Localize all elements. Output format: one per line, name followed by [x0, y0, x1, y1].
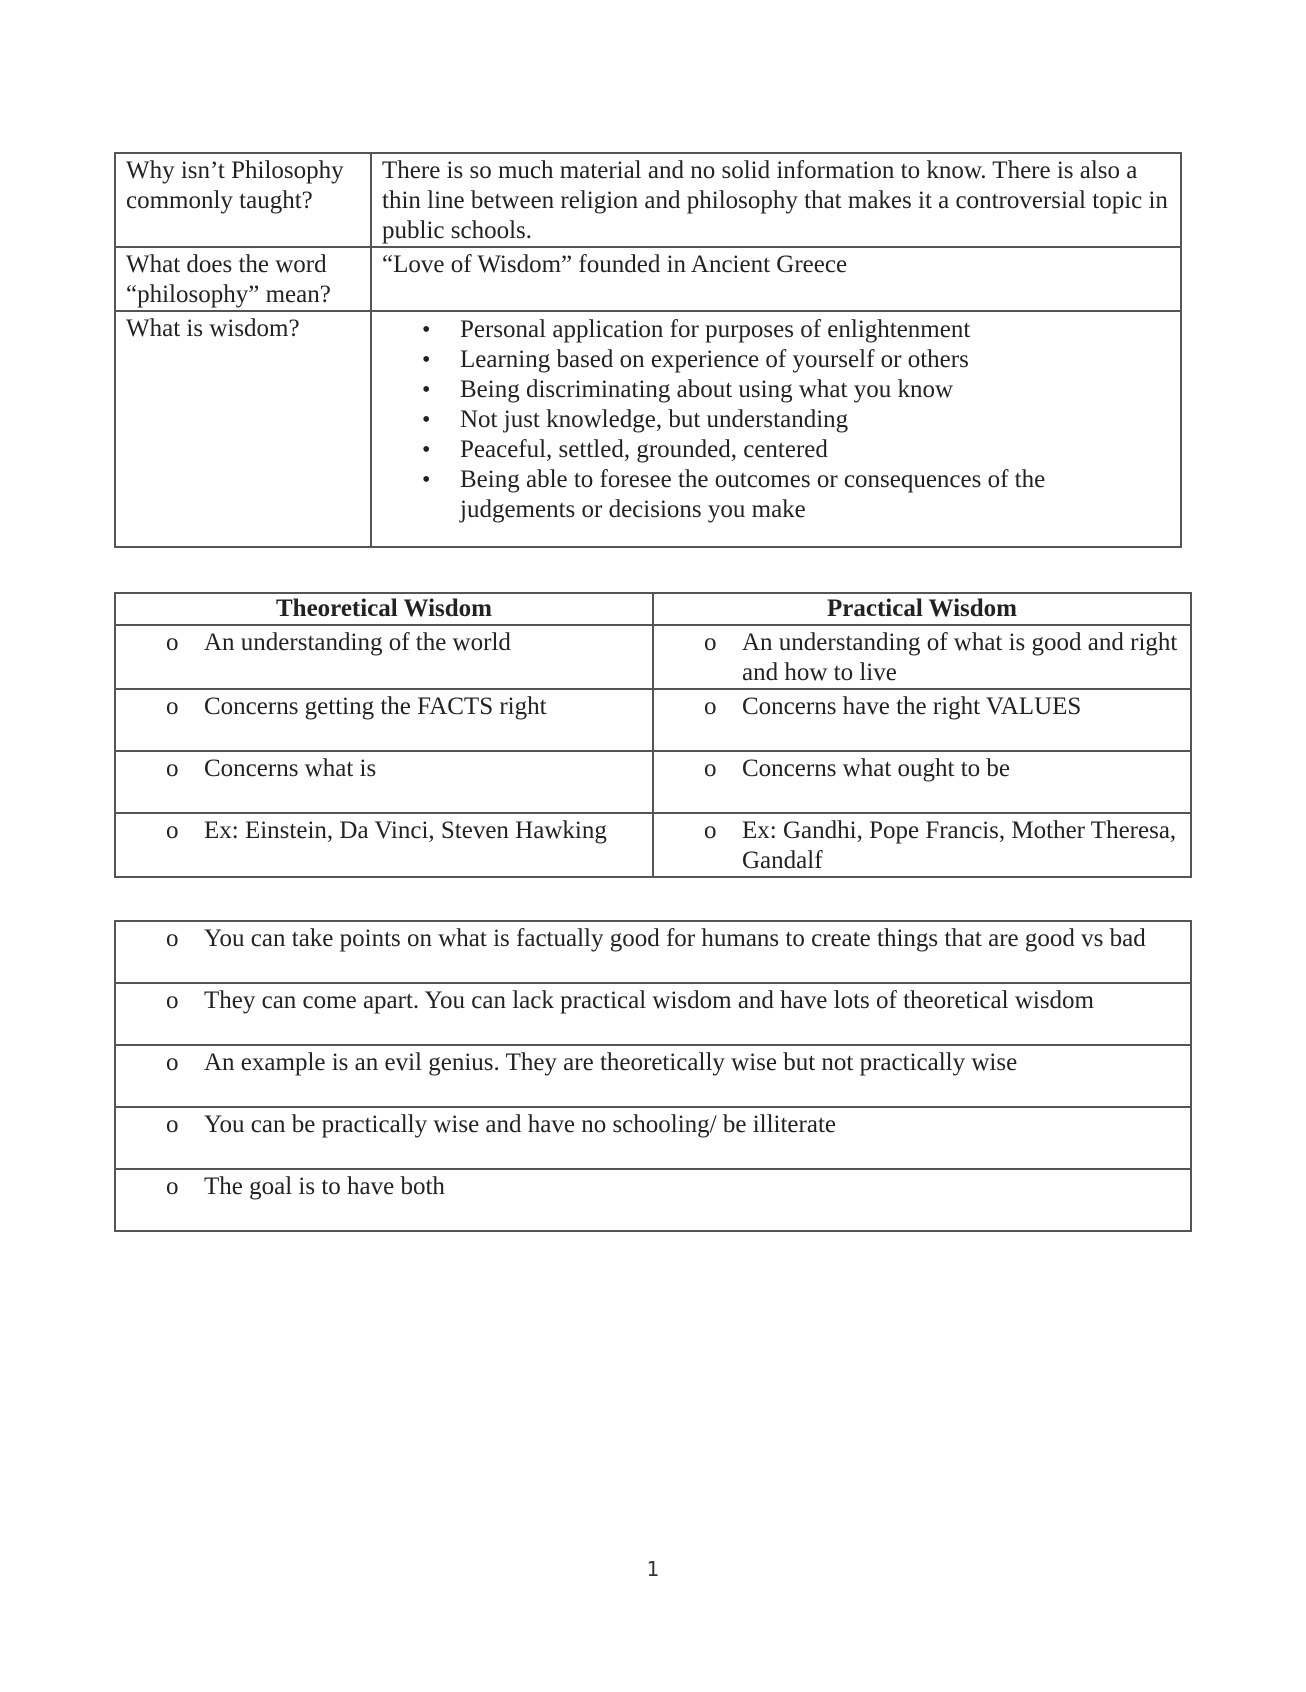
cell-text: An understanding of the world [204, 629, 511, 656]
table-cell [115, 625, 653, 689]
answer-cell [371, 311, 1181, 547]
table-row [115, 1045, 1191, 1107]
table-cell [653, 689, 1191, 751]
circle-bullet-icon: o [166, 1173, 179, 1200]
table-cell [115, 983, 1191, 1045]
circle-bullet-icon: o [704, 755, 717, 782]
list-item: • Peaceful, settled, grounded, centered [422, 435, 1170, 465]
circle-bullet-icon: o [166, 693, 179, 720]
table-row [115, 311, 1181, 547]
answer-cell: There is so much material and no solid information to know. There is also a thin line between religion and philosophy that makes it a controversial topic in public schools. [371, 153, 1181, 247]
table-cell [115, 1045, 1191, 1107]
wisdom-bullet-list [382, 314, 1170, 525]
cell-text: Concerns have the right VALUES [742, 693, 1082, 720]
question-cell: What is wisdom? [115, 311, 371, 547]
cell-text: Concerns what ought to be [742, 755, 1011, 782]
page-number: 1 [646, 1557, 660, 1581]
table-row [115, 689, 1191, 751]
table-row [115, 247, 1181, 311]
table-cell [115, 751, 653, 813]
cell-text: The goal is to have both [204, 1173, 445, 1200]
cell-text: An understanding of what is good and right and how to live [742, 629, 1178, 686]
table-row [115, 813, 1191, 877]
notes-table [114, 920, 1192, 1232]
circle-bullet-icon: o [166, 987, 179, 1014]
practical-wisdom-header: Practical Wisdom [653, 593, 1191, 625]
cell-text: You can take points on what is factually good for humans to create things that are good vs bad [204, 925, 1146, 952]
table-cell [115, 689, 653, 751]
table-cell [653, 625, 1191, 689]
cell-text: Concerns getting the FACTS right [204, 693, 547, 720]
list-item: • Being discriminating about using what you know [422, 375, 1170, 405]
list-item: • Personal application for purposes of enlightenment [422, 315, 1170, 345]
list-item: • Learning based on experience of yourself or others [422, 345, 1170, 375]
table-cell [115, 1107, 1191, 1169]
question-cell: Why isn’t Philosophy commonly taught? [115, 153, 371, 247]
circle-bullet-icon: o [166, 755, 179, 782]
table-row [115, 625, 1191, 689]
circle-bullet-icon: o [166, 1049, 179, 1076]
cell-text: Ex: Einstein, Da Vinci, Steven Hawking [204, 817, 607, 844]
cell-text: Concerns what is [204, 755, 377, 782]
table-row [115, 1169, 1191, 1231]
question-cell: What does the word “philosophy” mean? [115, 247, 371, 311]
wisdom-comparison-table [114, 592, 1192, 878]
cell-text: An example is an evil genius. They are theoretically wise but not practically wise [204, 1049, 1018, 1076]
circle-bullet-icon: o [704, 629, 717, 656]
circle-bullet-icon: o [166, 1111, 179, 1138]
qa-table [114, 152, 1182, 548]
circle-bullet-icon: o [704, 693, 717, 720]
table-cell [115, 921, 1191, 983]
table-cell [653, 751, 1191, 813]
table-row [115, 983, 1191, 1045]
cell-text: Ex: Gandhi, Pope Francis, Mother Theresa, Gandalf [742, 817, 1177, 874]
theoretical-wisdom-header: Theoretical Wisdom [115, 593, 653, 625]
circle-bullet-icon: o [704, 817, 717, 844]
circle-bullet-icon: o [166, 817, 179, 844]
table-row [115, 1107, 1191, 1169]
table-cell [115, 813, 653, 877]
table-header-row [115, 593, 1191, 625]
list-item: • Not just knowledge, but understanding [422, 405, 1170, 435]
list-item: • Being able to foresee the outcomes or consequences of the judgements or decisions you make [422, 465, 1170, 525]
cell-text: They can come apart. You can lack practical wisdom and have lots of theoretical wisdom [204, 987, 1094, 1014]
table-row [115, 153, 1181, 247]
table-row [115, 921, 1191, 983]
table-cell [653, 813, 1191, 877]
table-row [115, 751, 1191, 813]
table-cell [115, 1169, 1191, 1231]
cell-text: You can be practically wise and have no schooling/ be illiterate [204, 1111, 836, 1138]
circle-bullet-icon: o [166, 629, 179, 656]
answer-cell: “Love of Wisdom” founded in Ancient Greece [371, 247, 1181, 311]
circle-bullet-icon: o [166, 925, 179, 952]
